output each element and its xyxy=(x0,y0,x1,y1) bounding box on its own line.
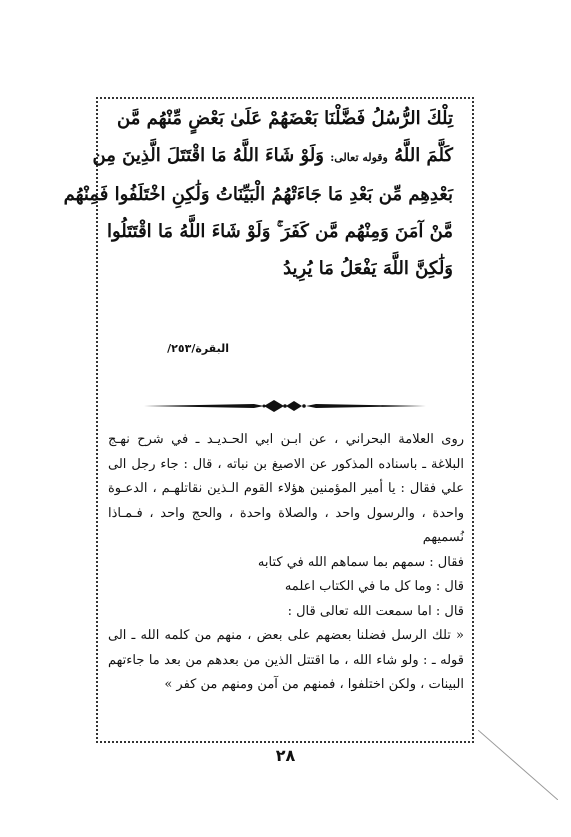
text-line: البلاغة ـ باسناده المذكور عن الاصيغ بن نباته ، قال : جاء رجل الى xyxy=(108,456,464,472)
text-line: روى العلامة البحراني ، عن ابـن ابي الحـديـد ـ في شرح نهـج xyxy=(108,432,464,447)
text-line: قال : وما كل ما في الكتاب اعلمه xyxy=(284,579,464,594)
text-line: علي فقال : يا أمير المؤمنين هؤلاء القوم الـذين نقاتلهـم ، الدعـوة xyxy=(108,481,464,496)
narrative-text xyxy=(108,428,464,698)
text-line: قال : اما سمعت الله تعالى قال : xyxy=(287,603,464,619)
verse-intro: وقوله تعالى: xyxy=(330,151,388,164)
verse-segment: كَلَّمَ اللَّهُ xyxy=(394,145,453,166)
text-line: قوله ـ : ولو شاء الله ، ما اقتتل الذين من بعدهم من بعد ما جاءتهم xyxy=(108,652,464,668)
verse-line: وَلَٰكِنَّ اللَّهَ يَفْعَلُ مَا يُرِيدُ xyxy=(283,258,453,279)
text-line: البينات ، ولكن اختلفوا ، فمنهم من آمن ومنهم من كفر » xyxy=(164,677,464,692)
divider-ornament-icon xyxy=(144,397,426,415)
scan-edge-line xyxy=(478,730,558,800)
text-line: فقال : سمهم بما سماهم الله في كتابه xyxy=(257,554,464,570)
surah-reference: البقرة/٢٥٣/ xyxy=(167,342,229,355)
verse-line: بَعْدِهِم مِّن بَعْدِ مَا جَاءَتْهُمُ الْبَيِّنَاتُ وَلَٰكِنِ اخْتَلَفُوا فَمِنْهُم xyxy=(63,184,453,205)
verse-line: تِلْكَ الرُّسُلُ فَضَّلْنَا بَعْضَهُمْ عَلَىٰ بَعْضٍ مِّنْهُم مَّن xyxy=(117,108,453,129)
page-number: ٢٨ xyxy=(275,746,296,765)
quran-verse xyxy=(63,100,453,287)
text-line: واحدة ، والرسول واحد ، والصلاة واحدة ، والحج واحد ، فـمـاذا xyxy=(108,505,464,521)
verse-line: مَّنْ آمَنَ وَمِنْهُم مَّن كَفَرَ ۚ وَلَوْ شَاءَ اللَّهُ مَا اقْتَتَلُوا xyxy=(106,221,453,242)
text-line: نُسميهم xyxy=(422,530,464,545)
verse-line xyxy=(92,137,453,176)
text-line: « تلك الرسل فضلنا بعضهم على بعض ، منهم من كلمه الله ـ الى xyxy=(108,628,464,643)
verse-segment: وَلَوْ شَاءَ اللَّهُ مَا اقْتَتَلَ الَّذِينَ مِن xyxy=(92,145,324,166)
